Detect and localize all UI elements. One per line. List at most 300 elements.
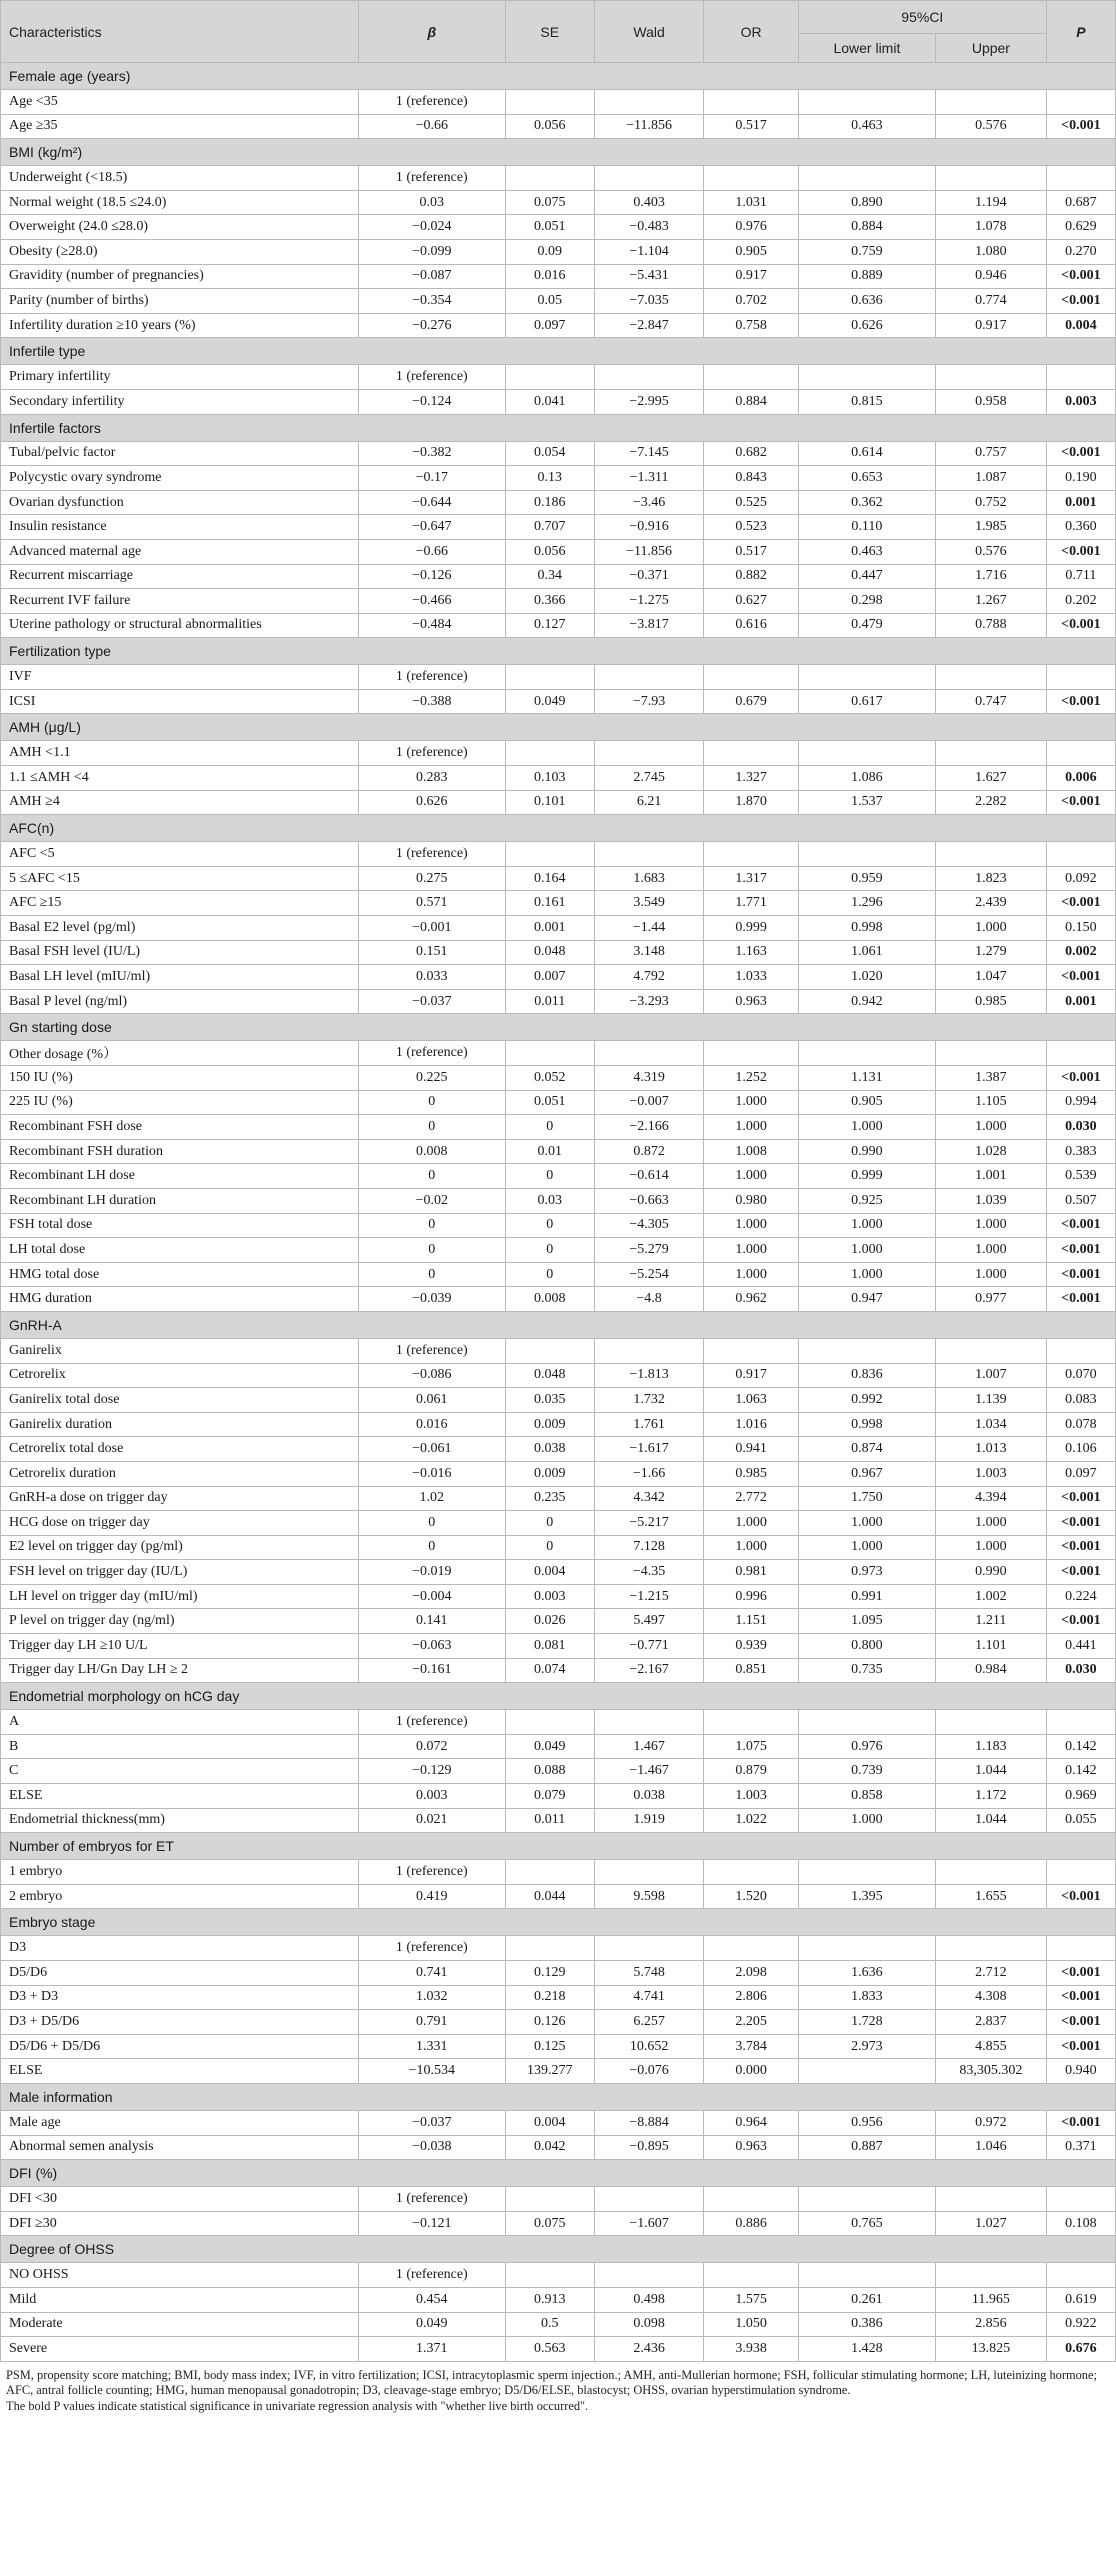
cell-or: 1.151 bbox=[704, 1609, 798, 1634]
cell-p: <0.001 bbox=[1046, 1238, 1115, 1263]
cell-upper bbox=[935, 1338, 1046, 1363]
cell-beta: −0.276 bbox=[358, 313, 505, 338]
cell-lower: 1.095 bbox=[798, 1609, 935, 1634]
section-title: Infertile type bbox=[1, 338, 1116, 365]
section-header bbox=[1, 1833, 1116, 1860]
cell-wald: 0.872 bbox=[594, 1139, 704, 1164]
cell-beta: 0 bbox=[358, 1511, 505, 1536]
cell-or: 0.886 bbox=[704, 2211, 798, 2236]
cell-upper: 0.946 bbox=[935, 264, 1046, 289]
cell-or: 1.063 bbox=[704, 1388, 798, 1413]
footnote-abbreviations: PSM, propensity score matching; BMI, body mass index; IVF, in vitro fertilization; ICSI, intracytoplasmic sperm injection.; AMH, anti-Mullerian hormone; FSH, follicular stimulating hormone; LH, luteinizing hormone; AFC, antral follicle counting; HMG, human menopausal gonadotropin; D3, cleavage-stage embryo; D5/D6/ELSE, blastocyst; OHSS, ovarian hyperstimulation syndrome. bbox=[6, 2367, 1097, 2398]
row-label: HMG total dose bbox=[1, 1262, 359, 1287]
cell-se bbox=[505, 842, 594, 867]
cell-p bbox=[1046, 1338, 1115, 1363]
row-label: Male age bbox=[1, 2110, 359, 2135]
table-row bbox=[1, 1238, 1116, 1263]
cell-se: 0.101 bbox=[505, 790, 594, 815]
cell-beta: −0.466 bbox=[358, 589, 505, 614]
cell-wald bbox=[594, 365, 704, 390]
cell-wald: −7.035 bbox=[594, 289, 704, 314]
cell-lower: 0.959 bbox=[798, 866, 935, 891]
cell-se: 0.103 bbox=[505, 766, 594, 791]
cell-upper: 4.394 bbox=[935, 1486, 1046, 1511]
row-label: Recurrent IVF failure bbox=[1, 589, 359, 614]
cell-se: 0.03 bbox=[505, 1188, 594, 1213]
cell-beta: −0.484 bbox=[358, 613, 505, 638]
cell-wald: 1.732 bbox=[594, 1388, 704, 1413]
row-label: Ganirelix total dose bbox=[1, 1388, 359, 1413]
cell-se: 0.563 bbox=[505, 2337, 594, 2362]
cell-or: 1.771 bbox=[704, 891, 798, 916]
cell-se: 0.042 bbox=[505, 2135, 594, 2160]
cell-p bbox=[1046, 1041, 1115, 1066]
cell-or bbox=[704, 842, 798, 867]
cell-beta: −0.039 bbox=[358, 1287, 505, 1312]
cell-wald: 4.792 bbox=[594, 965, 704, 990]
cell-wald: 4.741 bbox=[594, 1985, 704, 2010]
row-label: D5/D6 + D5/D6 bbox=[1, 2034, 359, 2059]
cell-se: 0.044 bbox=[505, 1884, 594, 1909]
cell-lower: 0.800 bbox=[798, 1634, 935, 1659]
cell-lower: 1.000 bbox=[798, 1535, 935, 1560]
table-row bbox=[1, 2312, 1116, 2337]
table-row bbox=[1, 940, 1116, 965]
cell-se: 0.075 bbox=[505, 190, 594, 215]
cell-beta: −0.126 bbox=[358, 564, 505, 589]
cell-lower: 0.653 bbox=[798, 466, 935, 491]
table-row bbox=[1, 264, 1116, 289]
cell-upper: 1.267 bbox=[935, 589, 1046, 614]
table-row bbox=[1, 2010, 1116, 2035]
cell-p: <0.001 bbox=[1046, 2034, 1115, 2059]
cell-se bbox=[505, 365, 594, 390]
row-label: C bbox=[1, 1759, 359, 1784]
cell-upper: 1.078 bbox=[935, 215, 1046, 240]
cell-wald: −2.847 bbox=[594, 313, 704, 338]
cell-beta: 0.741 bbox=[358, 1961, 505, 1986]
cell-p: 0.383 bbox=[1046, 1139, 1115, 1164]
row-label: Trigger day LH/Gn Day LH ≥ 2 bbox=[1, 1658, 359, 1683]
table-row bbox=[1, 389, 1116, 414]
cell-lower: 0.905 bbox=[798, 1090, 935, 1115]
table-row bbox=[1, 490, 1116, 515]
cell-p: 0.001 bbox=[1046, 490, 1115, 515]
cell-lower: 0.463 bbox=[798, 539, 935, 564]
table-body bbox=[1, 63, 1116, 2362]
cell-se: 0.079 bbox=[505, 1784, 594, 1809]
cell-p: 0.083 bbox=[1046, 1388, 1115, 1413]
section-title: GnRH-A bbox=[1, 1311, 1116, 1338]
cell-upper: 1.985 bbox=[935, 515, 1046, 540]
cell-upper bbox=[935, 365, 1046, 390]
table-row bbox=[1, 916, 1116, 941]
cell-or: 1.000 bbox=[704, 1511, 798, 1536]
cell-upper bbox=[935, 2263, 1046, 2288]
cell-se: 0 bbox=[505, 1164, 594, 1189]
table-row bbox=[1, 689, 1116, 714]
cell-wald: −2.167 bbox=[594, 1658, 704, 1683]
row-label: Endometrial thickness(mm) bbox=[1, 1808, 359, 1833]
cell-lower: 0.759 bbox=[798, 239, 935, 264]
section-title: Degree of OHSS bbox=[1, 2236, 1116, 2263]
cell-or: 0.985 bbox=[704, 1461, 798, 1486]
table-row bbox=[1, 1041, 1116, 1066]
cell-se: 0.34 bbox=[505, 564, 594, 589]
section-header bbox=[1, 1311, 1116, 1338]
cell-or: 1.575 bbox=[704, 2287, 798, 2312]
cell-upper: 1.000 bbox=[935, 1511, 1046, 1536]
row-label: Uterine pathology or structural abnormalities bbox=[1, 613, 359, 638]
cell-se bbox=[505, 2187, 594, 2212]
table-row bbox=[1, 466, 1116, 491]
cell-lower: 1.131 bbox=[798, 1066, 935, 1091]
cell-beta: 0.033 bbox=[358, 965, 505, 990]
cell-wald: −5.279 bbox=[594, 1238, 704, 1263]
cell-or: 1.000 bbox=[704, 1164, 798, 1189]
row-label: NO OHSS bbox=[1, 2263, 359, 2288]
cell-beta: 1 (reference) bbox=[358, 842, 505, 867]
cell-wald bbox=[594, 2263, 704, 2288]
cell-se: 0.003 bbox=[505, 1584, 594, 1609]
cell-wald: 1.467 bbox=[594, 1734, 704, 1759]
cell-or: 1.003 bbox=[704, 1784, 798, 1809]
cell-p: 0.224 bbox=[1046, 1584, 1115, 1609]
cell-or: 0.917 bbox=[704, 1363, 798, 1388]
header-beta: β bbox=[358, 1, 505, 63]
cell-or: 0.525 bbox=[704, 490, 798, 515]
cell-se: 0.051 bbox=[505, 1090, 594, 1115]
cell-beta: 0 bbox=[358, 1213, 505, 1238]
cell-upper: 1.003 bbox=[935, 1461, 1046, 1486]
cell-wald: −1.104 bbox=[594, 239, 704, 264]
cell-wald: 1.919 bbox=[594, 1808, 704, 1833]
cell-or: 0.523 bbox=[704, 515, 798, 540]
cell-p: 0.441 bbox=[1046, 1634, 1115, 1659]
table-row bbox=[1, 989, 1116, 1014]
row-label: Primary infertility bbox=[1, 365, 359, 390]
table-row bbox=[1, 790, 1116, 815]
cell-p: 0.106 bbox=[1046, 1437, 1115, 1462]
cell-or: 3.938 bbox=[704, 2337, 798, 2362]
cell-upper: 1.001 bbox=[935, 1164, 1046, 1189]
cell-or: 0.963 bbox=[704, 989, 798, 1014]
cell-or: 1.000 bbox=[704, 1090, 798, 1115]
table-row bbox=[1, 766, 1116, 791]
cell-se: 0.161 bbox=[505, 891, 594, 916]
row-label: E2 level on trigger day (pg/ml) bbox=[1, 1535, 359, 1560]
cell-upper: 1.013 bbox=[935, 1437, 1046, 1462]
cell-p: <0.001 bbox=[1046, 1609, 1115, 1634]
row-label: Trigger day LH ≥10 U/L bbox=[1, 1634, 359, 1659]
cell-p: <0.001 bbox=[1046, 1486, 1115, 1511]
row-label: AFC <5 bbox=[1, 842, 359, 867]
cell-se: 0.048 bbox=[505, 940, 594, 965]
cell-se: 0.041 bbox=[505, 389, 594, 414]
table-row bbox=[1, 1584, 1116, 1609]
cell-or: 1.163 bbox=[704, 940, 798, 965]
cell-lower: 1.728 bbox=[798, 2010, 935, 2035]
cell-p: <0.001 bbox=[1046, 1066, 1115, 1091]
cell-wald: −4.35 bbox=[594, 1560, 704, 1585]
cell-or: 0.905 bbox=[704, 239, 798, 264]
row-label: Moderate bbox=[1, 2312, 359, 2337]
row-label: ELSE bbox=[1, 1784, 359, 1809]
row-label: Obesity (≥28.0) bbox=[1, 239, 359, 264]
section-header bbox=[1, 139, 1116, 166]
cell-se: 0.056 bbox=[505, 114, 594, 139]
cell-se: 0.5 bbox=[505, 2312, 594, 2337]
cell-lower: 1.000 bbox=[798, 1115, 935, 1140]
cell-se: 0 bbox=[505, 1213, 594, 1238]
cell-se bbox=[505, 665, 594, 690]
cell-beta: −0.17 bbox=[358, 466, 505, 491]
cell-upper bbox=[935, 741, 1046, 766]
cell-lower: 0.735 bbox=[798, 1658, 935, 1683]
table-row bbox=[1, 1213, 1116, 1238]
header-p: P bbox=[1046, 1, 1115, 63]
cell-upper: 1.044 bbox=[935, 1808, 1046, 1833]
table-row bbox=[1, 564, 1116, 589]
cell-se: 0.004 bbox=[505, 1560, 594, 1585]
cell-upper: 1.000 bbox=[935, 1115, 1046, 1140]
cell-upper: 83,305.302 bbox=[935, 2059, 1046, 2084]
cell-p: 0.539 bbox=[1046, 1164, 1115, 1189]
cell-beta: −0.124 bbox=[358, 389, 505, 414]
cell-lower: 0.973 bbox=[798, 1560, 935, 1585]
table-row bbox=[1, 2337, 1116, 2362]
cell-upper: 1.211 bbox=[935, 1609, 1046, 1634]
cell-lower: 0.614 bbox=[798, 441, 935, 466]
table-row bbox=[1, 1884, 1116, 1909]
cell-wald: −2.995 bbox=[594, 389, 704, 414]
cell-p: <0.001 bbox=[1046, 1985, 1115, 2010]
cell-beta: 0.021 bbox=[358, 1808, 505, 1833]
row-label: D3 + D3 bbox=[1, 1985, 359, 2010]
row-label: Secondary infertility bbox=[1, 389, 359, 414]
cell-lower: 0.836 bbox=[798, 1363, 935, 1388]
cell-p: <0.001 bbox=[1046, 965, 1115, 990]
section-title: Fertilization type bbox=[1, 638, 1116, 665]
cell-lower: 0.815 bbox=[798, 389, 935, 414]
table-row bbox=[1, 665, 1116, 690]
cell-or: 2.772 bbox=[704, 1486, 798, 1511]
section-title: DFI (%) bbox=[1, 2160, 1116, 2187]
cell-se: 139.277 bbox=[505, 2059, 594, 2084]
cell-se: 0.088 bbox=[505, 1759, 594, 1784]
cell-or: 0.517 bbox=[704, 539, 798, 564]
cell-beta: −0.644 bbox=[358, 490, 505, 515]
cell-p: 0.002 bbox=[1046, 940, 1115, 965]
cell-upper: 0.576 bbox=[935, 114, 1046, 139]
cell-lower: 0.479 bbox=[798, 613, 935, 638]
table-row bbox=[1, 891, 1116, 916]
cell-p: <0.001 bbox=[1046, 1213, 1115, 1238]
cell-or bbox=[704, 1860, 798, 1885]
cell-lower: 1.636 bbox=[798, 1961, 935, 1986]
cell-wald bbox=[594, 2187, 704, 2212]
cell-or bbox=[704, 665, 798, 690]
cell-lower bbox=[798, 1936, 935, 1961]
cell-p: 0.108 bbox=[1046, 2211, 1115, 2236]
cell-or: 0.682 bbox=[704, 441, 798, 466]
table-row bbox=[1, 1090, 1116, 1115]
cell-upper: 1.080 bbox=[935, 239, 1046, 264]
cell-upper: 0.977 bbox=[935, 1287, 1046, 1312]
row-label: ELSE bbox=[1, 2059, 359, 2084]
cell-se: 0.011 bbox=[505, 989, 594, 1014]
cell-se: 0 bbox=[505, 1535, 594, 1560]
cell-p: 0.142 bbox=[1046, 1759, 1115, 1784]
cell-upper: 1.027 bbox=[935, 2211, 1046, 2236]
cell-lower: 0.890 bbox=[798, 190, 935, 215]
cell-upper: 1.655 bbox=[935, 1884, 1046, 1909]
cell-upper bbox=[935, 665, 1046, 690]
cell-lower: 2.973 bbox=[798, 2034, 935, 2059]
cell-p: <0.001 bbox=[1046, 1262, 1115, 1287]
cell-upper: 1.000 bbox=[935, 1262, 1046, 1287]
cell-beta: 1 (reference) bbox=[358, 2263, 505, 2288]
cell-se: 0.09 bbox=[505, 239, 594, 264]
row-label: Mild bbox=[1, 2287, 359, 2312]
cell-beta: −0.086 bbox=[358, 1363, 505, 1388]
cell-wald: −0.895 bbox=[594, 2135, 704, 2160]
table-row bbox=[1, 2034, 1116, 2059]
table-row bbox=[1, 1115, 1116, 1140]
cell-se: 0.008 bbox=[505, 1287, 594, 1312]
cell-p: 0.070 bbox=[1046, 1363, 1115, 1388]
cell-wald bbox=[594, 1936, 704, 1961]
cell-beta: 1 (reference) bbox=[358, 1710, 505, 1735]
cell-p: 0.150 bbox=[1046, 916, 1115, 941]
row-label: D3 bbox=[1, 1936, 359, 1961]
cell-p: 0.270 bbox=[1046, 239, 1115, 264]
cell-lower bbox=[798, 842, 935, 867]
row-label: DFI ≥30 bbox=[1, 2211, 359, 2236]
cell-beta: −0.129 bbox=[358, 1759, 505, 1784]
cell-upper: 2.439 bbox=[935, 891, 1046, 916]
cell-p: 0.629 bbox=[1046, 215, 1115, 240]
cell-or: 0.981 bbox=[704, 1560, 798, 1585]
cell-p: <0.001 bbox=[1046, 1560, 1115, 1585]
cell-se: 0 bbox=[505, 1115, 594, 1140]
cell-se: 0.235 bbox=[505, 1486, 594, 1511]
cell-p: <0.001 bbox=[1046, 1961, 1115, 1986]
cell-upper: 1.002 bbox=[935, 1584, 1046, 1609]
table-row bbox=[1, 539, 1116, 564]
cell-se: 0.052 bbox=[505, 1066, 594, 1091]
cell-wald bbox=[594, 665, 704, 690]
cell-wald bbox=[594, 842, 704, 867]
cell-upper: 1.000 bbox=[935, 1213, 1046, 1238]
cell-lower: 0.874 bbox=[798, 1437, 935, 1462]
table-row bbox=[1, 1363, 1116, 1388]
cell-upper: 4.855 bbox=[935, 2034, 1046, 2059]
cell-or: 1.327 bbox=[704, 766, 798, 791]
cell-se: 0.056 bbox=[505, 539, 594, 564]
cell-upper: 0.917 bbox=[935, 313, 1046, 338]
cell-p: 0.619 bbox=[1046, 2287, 1115, 2312]
cell-beta: −0.004 bbox=[358, 1584, 505, 1609]
section-header bbox=[1, 2236, 1116, 2263]
cell-p: <0.001 bbox=[1046, 613, 1115, 638]
row-label: HCG dose on trigger day bbox=[1, 1511, 359, 1536]
cell-upper bbox=[935, 1936, 1046, 1961]
cell-wald: −5.254 bbox=[594, 1262, 704, 1287]
cell-upper: 1.034 bbox=[935, 1412, 1046, 1437]
cell-wald: 0.098 bbox=[594, 2312, 704, 2337]
cell-beta: 1 (reference) bbox=[358, 2187, 505, 2212]
cell-lower: 1.750 bbox=[798, 1486, 935, 1511]
section-header bbox=[1, 714, 1116, 741]
cell-upper: 0.576 bbox=[935, 539, 1046, 564]
table-row bbox=[1, 1066, 1116, 1091]
header-lower-limit: Lower limit bbox=[798, 34, 935, 63]
cell-or: 0.000 bbox=[704, 2059, 798, 2084]
cell-lower: 0.991 bbox=[798, 1584, 935, 1609]
cell-wald: −11.856 bbox=[594, 114, 704, 139]
cell-se: 0.051 bbox=[505, 215, 594, 240]
table-row bbox=[1, 114, 1116, 139]
cell-se bbox=[505, 1860, 594, 1885]
cell-wald: 1.683 bbox=[594, 866, 704, 891]
cell-p: <0.001 bbox=[1046, 1884, 1115, 1909]
cell-upper: 2.856 bbox=[935, 2312, 1046, 2337]
cell-beta: 0 bbox=[358, 1262, 505, 1287]
table-row bbox=[1, 1860, 1116, 1885]
cell-p: <0.001 bbox=[1046, 289, 1115, 314]
table-row bbox=[1, 1961, 1116, 1986]
cell-beta: 0.419 bbox=[358, 1884, 505, 1909]
cell-lower bbox=[798, 90, 935, 115]
cell-lower: 1.537 bbox=[798, 790, 935, 815]
header-wald: Wald bbox=[594, 1, 704, 63]
cell-beta: −0.354 bbox=[358, 289, 505, 314]
cell-lower: 0.992 bbox=[798, 1388, 935, 1413]
cell-upper: 1.823 bbox=[935, 866, 1046, 891]
cell-or: 0.517 bbox=[704, 114, 798, 139]
cell-p bbox=[1046, 1860, 1115, 1885]
cell-or bbox=[704, 1041, 798, 1066]
cell-beta: 0 bbox=[358, 1115, 505, 1140]
cell-or: 1.000 bbox=[704, 1213, 798, 1238]
cell-wald: −0.483 bbox=[594, 215, 704, 240]
table-row bbox=[1, 1412, 1116, 1437]
cell-p: 0.940 bbox=[1046, 2059, 1115, 2084]
cell-p: <0.001 bbox=[1046, 441, 1115, 466]
cell-or: 0.996 bbox=[704, 1584, 798, 1609]
cell-p: <0.001 bbox=[1046, 891, 1115, 916]
cell-lower: 0.386 bbox=[798, 2312, 935, 2337]
table-row bbox=[1, 365, 1116, 390]
table-row bbox=[1, 2135, 1116, 2160]
table-row bbox=[1, 842, 1116, 867]
cell-wald: 6.21 bbox=[594, 790, 704, 815]
row-label: 5 ≤AFC <15 bbox=[1, 866, 359, 891]
cell-wald: −1.467 bbox=[594, 1759, 704, 1784]
row-label: Overweight (24.0 ≤28.0) bbox=[1, 215, 359, 240]
cell-p: 0.030 bbox=[1046, 1658, 1115, 1683]
cell-p bbox=[1046, 2263, 1115, 2288]
cell-or: 2.098 bbox=[704, 1961, 798, 1986]
cell-lower: 0.925 bbox=[798, 1188, 935, 1213]
cell-beta: 0.571 bbox=[358, 891, 505, 916]
cell-upper: 1.039 bbox=[935, 1188, 1046, 1213]
cell-beta: 0.275 bbox=[358, 866, 505, 891]
cell-se: 0.01 bbox=[505, 1139, 594, 1164]
cell-p: 0.360 bbox=[1046, 515, 1115, 540]
row-label: GnRH-a dose on trigger day bbox=[1, 1486, 359, 1511]
